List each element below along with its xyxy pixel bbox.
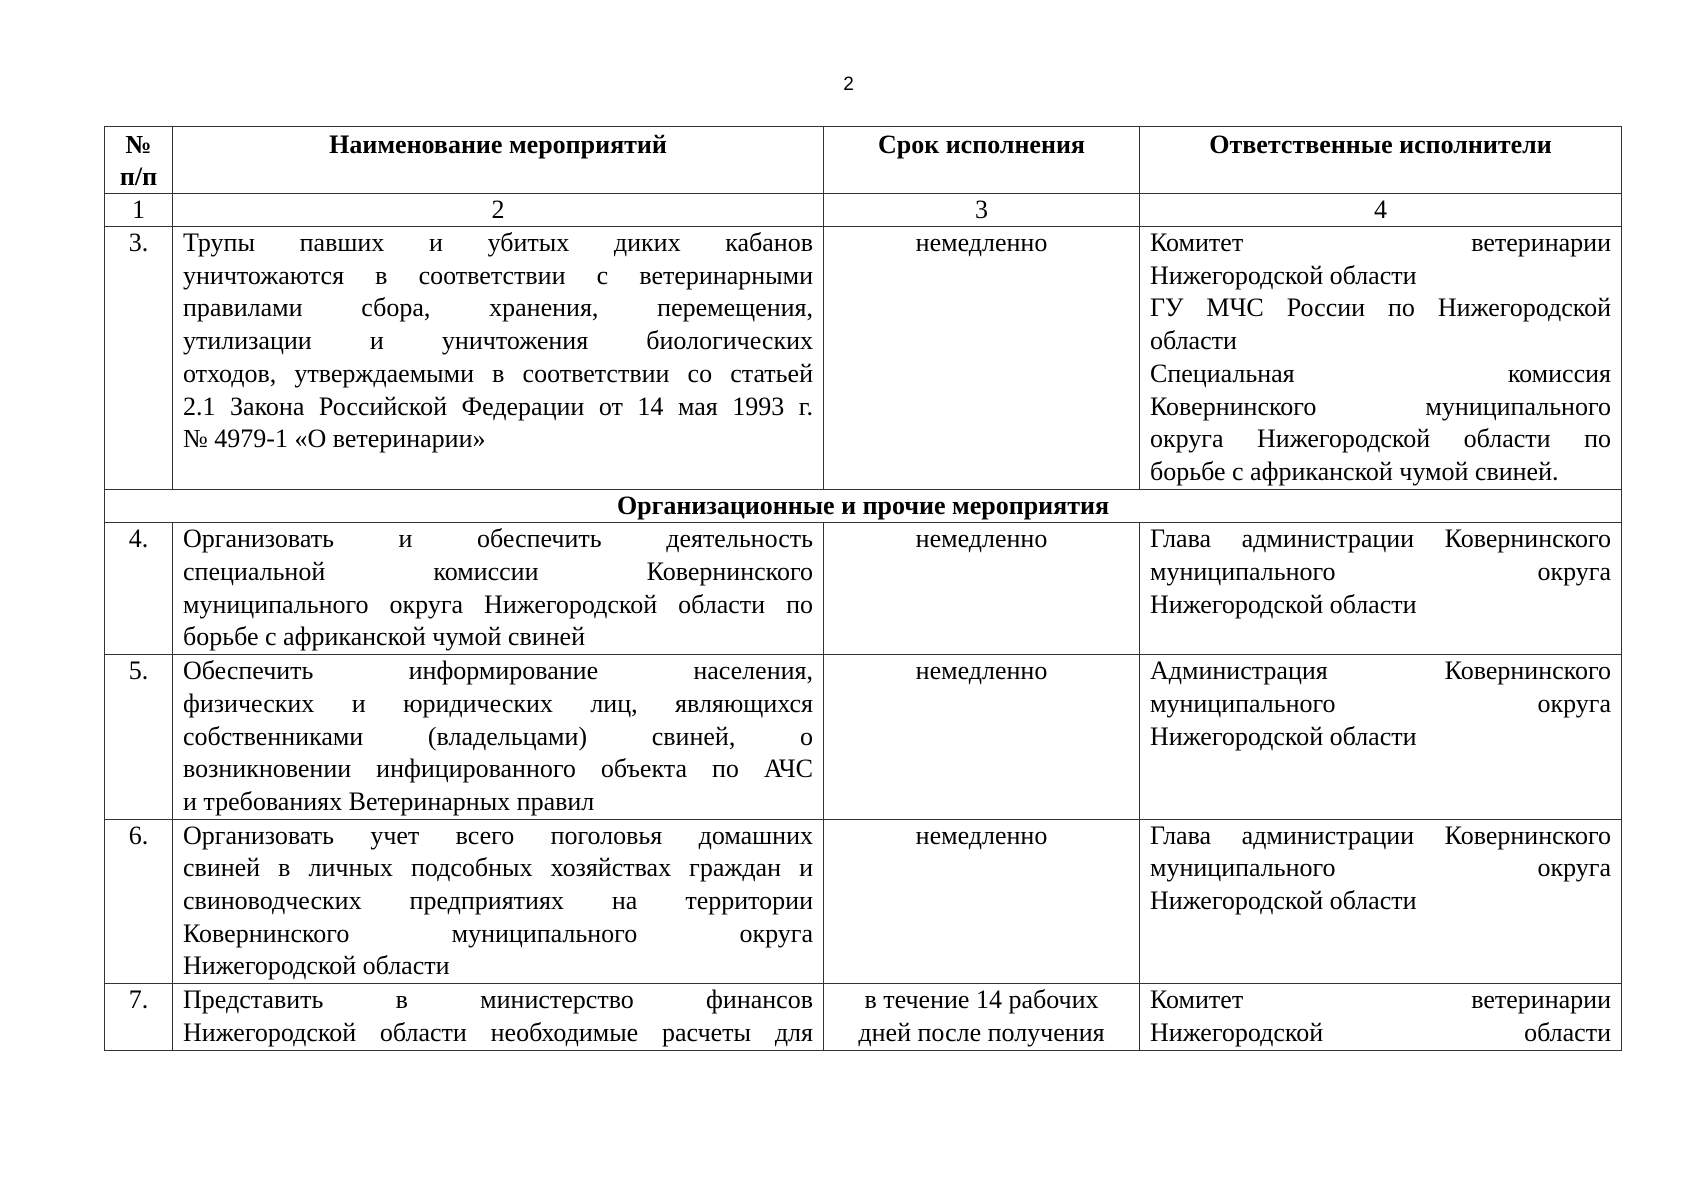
activity-term: немедленно bbox=[824, 227, 1140, 490]
row-number: 5. bbox=[105, 655, 173, 820]
text-line: и требованиях Ветеринарных правил bbox=[183, 786, 595, 816]
text-line: в течение 14 рабочих bbox=[864, 985, 1099, 1015]
text-line: Глава администрации Ковернинского bbox=[1150, 820, 1611, 850]
text-line: округа Нижегородской области по bbox=[1150, 424, 1611, 454]
text-line: 2.1 Закона Российской Федерации от 14 мая 1993 г. bbox=[183, 391, 813, 421]
header-number: № п/п bbox=[105, 127, 173, 194]
column-index: 3 bbox=[824, 194, 1140, 227]
text-line: Нижегородской области bbox=[183, 951, 450, 981]
text-line: Трупы павших и убитых диких кабанов bbox=[183, 228, 813, 257]
header-responsible: Ответственные исполнители bbox=[1140, 127, 1622, 194]
text-line: муниципального округа bbox=[1150, 688, 1611, 718]
text-line: области bbox=[1150, 326, 1237, 356]
text-line: Ковернинского муниципального bbox=[1150, 391, 1611, 421]
text-line: возникновении инфицированного объекта по АЧС bbox=[183, 754, 813, 784]
section-row bbox=[105, 489, 1622, 523]
text-line: дней после получения bbox=[858, 1017, 1105, 1047]
text-line: Нижегородской области bbox=[1150, 589, 1417, 619]
column-index-row bbox=[105, 194, 1622, 227]
activity-responsible bbox=[1140, 655, 1622, 820]
activity-term: немедленно bbox=[824, 655, 1140, 820]
text-line: Глава администрации Ковернинского bbox=[1150, 524, 1611, 554]
table-row bbox=[105, 523, 1622, 655]
table-row bbox=[105, 819, 1622, 984]
text-line: свиней в личных подсобных хозяйствах граждан и bbox=[183, 853, 813, 883]
row-number: 7. bbox=[105, 984, 173, 1050]
activity-term: немедленно bbox=[824, 523, 1140, 655]
text-line: муниципального округа bbox=[1150, 557, 1611, 587]
text-line: Нижегородской области bbox=[1150, 721, 1417, 751]
text-line: Комитет ветеринарии bbox=[1150, 228, 1611, 257]
table-header-row bbox=[105, 127, 1622, 194]
text-line: правилами сбора, хранения, перемещения, bbox=[183, 293, 813, 323]
table-row bbox=[105, 227, 1622, 490]
text-line: Организовать и обеспечить деятельность bbox=[183, 524, 813, 554]
text-line: утилизации и уничтожения биологических bbox=[183, 326, 813, 356]
text-line: Комитет ветеринарии bbox=[1150, 985, 1611, 1015]
text-line: муниципального округа Нижегородской области по bbox=[183, 589, 813, 619]
text-line: Нижегородской области bbox=[1150, 1017, 1611, 1047]
activity-name bbox=[173, 227, 824, 490]
text-line: муниципального округа bbox=[1150, 853, 1611, 883]
text-line: Организовать учет всего поголовья домашних bbox=[183, 820, 813, 850]
activity-responsible bbox=[1140, 984, 1622, 1050]
text-line: свиноводческих предприятиях на территории bbox=[183, 886, 813, 916]
text-line: Ковернинского муниципального округа bbox=[183, 918, 813, 948]
activity-responsible bbox=[1140, 227, 1622, 490]
text-line: ГУ МЧС России по Нижегородской bbox=[1150, 293, 1611, 323]
activity-name bbox=[173, 819, 824, 984]
activity-responsible bbox=[1140, 819, 1622, 984]
header-activity-name: Наименование мероприятий bbox=[173, 127, 824, 194]
text-line: борьбе с африканской чумой свиней bbox=[183, 622, 586, 652]
column-index: 2 bbox=[173, 194, 824, 227]
text-line: Администрация Ковернинского bbox=[1150, 656, 1611, 686]
table-row bbox=[105, 984, 1622, 1050]
text-line: Обеспечить информирование населения, bbox=[183, 656, 813, 686]
text-line: № 4979-1 «О ветеринарии» bbox=[183, 424, 486, 454]
text-line: специальной комиссии Ковернинского bbox=[183, 557, 813, 587]
text-line: Нижегородской области bbox=[1150, 260, 1417, 290]
text-line: отходов, утверждаемыми в соответствии со статьей bbox=[183, 358, 813, 388]
row-number: 6. bbox=[105, 819, 173, 984]
activity-name bbox=[173, 984, 824, 1050]
text-line: физических и юридических лиц, являющихся bbox=[183, 688, 813, 718]
text-line: борьбе с африканской чумой свиней. bbox=[1150, 456, 1559, 486]
row-number: 3. bbox=[105, 227, 173, 490]
text-line: уничтожаются в соответствии с ветеринарными bbox=[183, 260, 813, 290]
activities-table bbox=[104, 126, 1622, 1051]
table-row bbox=[105, 655, 1622, 820]
text-line: Специальная комиссия bbox=[1150, 358, 1611, 388]
header-term: Срок исполнения bbox=[824, 127, 1140, 194]
row-number: 4. bbox=[105, 523, 173, 655]
text-line: собственниками (владельцами) свиней, о bbox=[183, 721, 813, 751]
activity-term bbox=[824, 984, 1140, 1050]
column-index: 4 bbox=[1140, 194, 1622, 227]
column-index: 1 bbox=[105, 194, 173, 227]
text-line: Нижегородской области bbox=[1150, 886, 1417, 916]
text-line: Нижегородской области необходимые расчеты для bbox=[183, 1017, 813, 1047]
text-line: Представить в министерство финансов bbox=[183, 985, 813, 1015]
activity-responsible bbox=[1140, 523, 1622, 655]
activity-term: немедленно bbox=[824, 819, 1140, 984]
section-title: Организационные и прочие мероприятия bbox=[105, 489, 1622, 523]
activity-name bbox=[173, 523, 824, 655]
activity-name bbox=[173, 655, 824, 820]
page-number: 2 bbox=[843, 74, 854, 95]
